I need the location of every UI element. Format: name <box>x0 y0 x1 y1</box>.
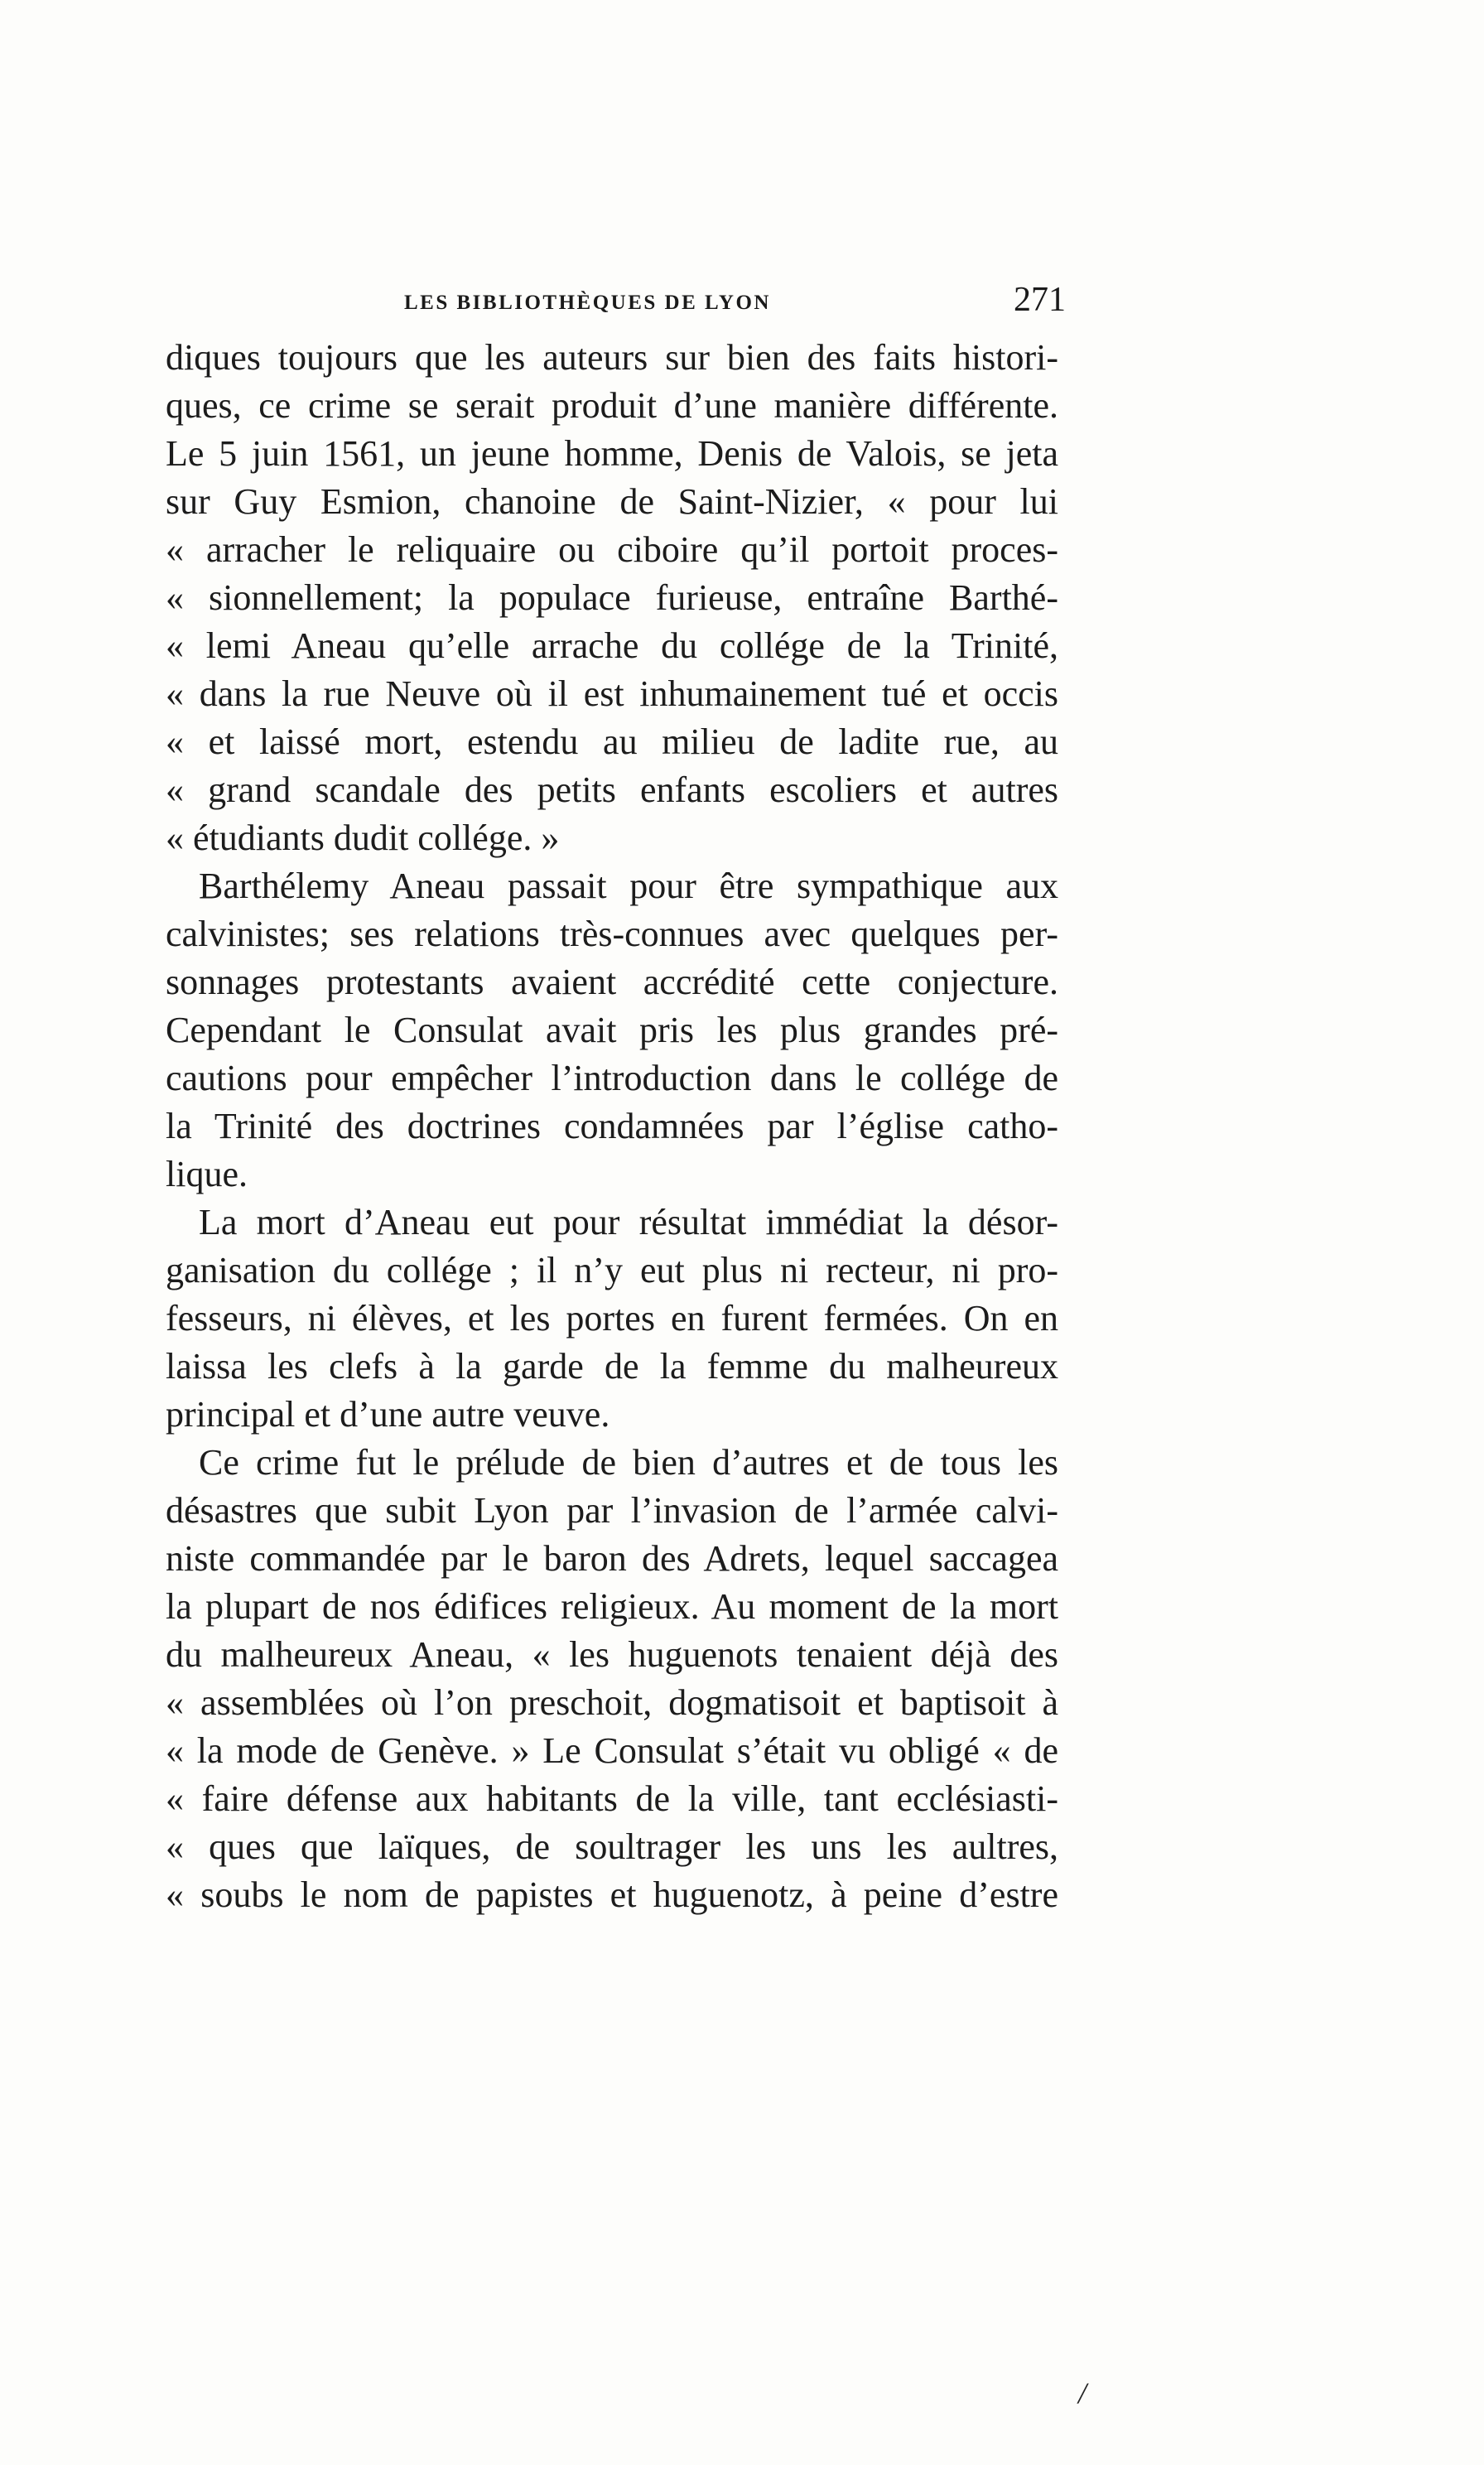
text-line: « arracher le reliquaire ou ciboire qu’il portoit proces- <box>166 529 1058 570</box>
text-line: Cependant le Consulat avait pris les plus grandes pré- <box>166 1010 1058 1050</box>
text-line: « grand scandale des petits enfants escoliers et autres <box>166 769 1058 810</box>
text-line: principal et d’une autre veuve. <box>166 1394 610 1435</box>
text-line: diques toujours que les auteurs sur bien des faits histori- <box>166 337 1058 378</box>
text-line: ques, ce crime se serait produit d’une manière différente. <box>166 385 1058 426</box>
text-line: Barthélemy Aneau passait pour être sympathique aux <box>199 866 1058 906</box>
text-line: ganisation du collége ; il n’y eut plus ni recteur, ni pro- <box>166 1250 1058 1290</box>
stray-ink-mark: / <box>1078 2376 1087 2410</box>
text-line: sonnages protestants avaient accrédité cette conjecture. <box>166 962 1058 1002</box>
text-line: Ce crime fut le prélude de bien d’autres et de tous les <box>199 1442 1058 1483</box>
text-line: désastres que subit Lyon par l’invasion de l’armée calvi- <box>166 1490 1058 1531</box>
text-line: sur Guy Esmion, chanoine de Saint-Nizier, « pour lui <box>166 481 1058 522</box>
text-line: laissa les clefs à la garde de la femme du malheureux <box>166 1346 1058 1387</box>
running-title: LES BIBLIOTHÈQUES DE LYON <box>404 292 771 314</box>
text-line: lique. <box>166 1154 248 1194</box>
text-line: « lemi Aneau qu’elle arrache du collége de la Trinité, <box>166 625 1058 666</box>
text-line: Le 5 juin 1561, un jeune homme, Denis de Valois, se jeta <box>166 433 1058 474</box>
text-line: La mort d’Aneau eut pour résultat immédiat la désor- <box>199 1202 1058 1242</box>
text-line: « dans la rue Neuve où il est inhumainement tué et occis <box>166 673 1058 714</box>
text-line: « étudiants dudit collége. » <box>166 818 560 858</box>
text-line: « la mode de Genève. » Le Consulat s’était vu obligé « de <box>166 1730 1058 1771</box>
text-line: calvinistes; ses relations très-connues avec quelques per- <box>166 914 1058 954</box>
text-line: fesseurs, ni élèves, et les portes en furent fermées. On en <box>166 1298 1058 1339</box>
page-number: 271 <box>1014 281 1066 319</box>
text-line: la Trinité des doctrines condamnées par l’église catho- <box>166 1106 1058 1146</box>
text-line: « ques que laïques, de soultrager les uns les aultres, <box>166 1826 1058 1867</box>
text-line: « et laissé mort, estendu au milieu de ladite rue, au <box>166 721 1058 762</box>
text-line: cautions pour empêcher l’introduction dans le collége de <box>166 1058 1058 1098</box>
body-text <box>166 334 1058 1919</box>
text-line: « soubs le nom de papistes et huguenotz, à peine d’estre <box>166 1874 1058 1915</box>
text-line: « assemblées où l’on preschoit, dogmatisoit et baptisoit à <box>166 1682 1058 1723</box>
text-line: la plupart de nos édifices religieux. Au moment de la mort <box>166 1586 1058 1627</box>
text-line: niste commandée par le baron des Adrets, lequel saccagea <box>166 1538 1058 1579</box>
text-line: « faire défense aux habitants de la ville, tant ecclésiasti- <box>166 1778 1058 1819</box>
text-line: « sionnellement; la populace furieuse, entraîne Barthé- <box>166 577 1058 618</box>
text-line: du malheureux Aneau, « les huguenots tenaient déjà des <box>166 1634 1058 1675</box>
